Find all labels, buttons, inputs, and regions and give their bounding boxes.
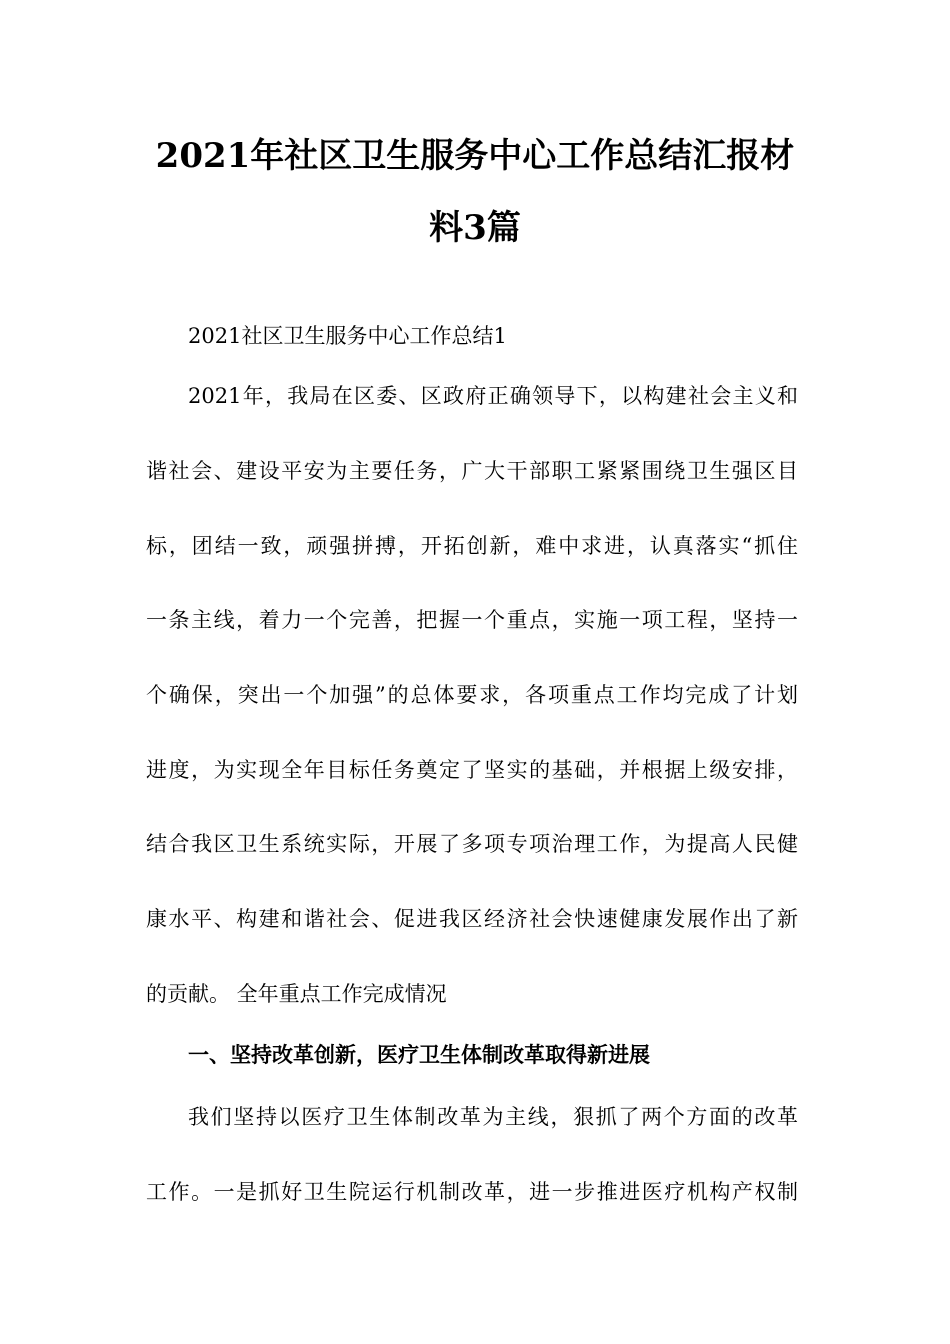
paragraph-line: 一条主线，着力一个完善，把握一个重点，实施一项工程，坚持一 (146, 608, 798, 632)
paragraph-line: 标，团结一致，顽强拼搏，开拓创新，难中求进，认真落实“抓住 (146, 534, 798, 558)
subheading: 一、坚持改革创新，医疗卫生体制改革取得新进展 (188, 1042, 650, 1067)
paragraph-line: 进度，为实现全年目标任务奠定了坚实的基础，并根据上级安排， (146, 758, 798, 782)
paragraph-line: 2021年，我局在区委、区政府正确领导下，以构建社会主义和 (188, 384, 798, 408)
paragraph-line: 康水平、构建和谐社会、促进我区经济社会快速健康发展作出了新 (146, 907, 798, 931)
document-title-line-2: 料3篇 (429, 208, 521, 248)
document-title-line-1: 2021年社区卫生服务中心工作总结汇报材 (155, 136, 795, 176)
section-heading: 2021社区卫生服务中心工作总结1 (188, 324, 507, 348)
paragraph-line: 我们坚持以医疗卫生体制改革为主线，狠抓了两个方面的改革 (188, 1105, 798, 1129)
paragraph-line: 个确保，突出一个加强”的总体要求，各项重点工作均完成了计划 (146, 683, 798, 707)
paragraph-line: 的贡献。 全年重点工作完成情况 (146, 982, 447, 1006)
paragraph-line: 工作。一是抓好卫生院运行机制改革，进一步推进医疗机构产权制 (146, 1180, 798, 1204)
paragraph-line: 谐社会、建设平安为主要任务，广大干部职工紧紧围绕卫生强区目 (146, 459, 798, 483)
paragraph-line: 结合我区卫生系统实际，开展了多项专项治理工作，为提高人民健 (146, 832, 798, 856)
